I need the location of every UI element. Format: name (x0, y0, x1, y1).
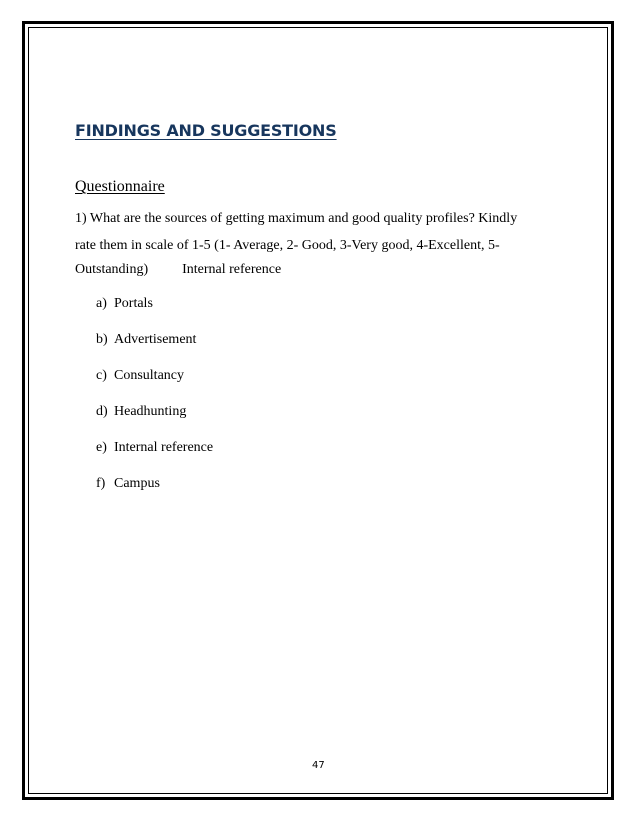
questionnaire-subheading: Questionnaire (75, 178, 165, 195)
question-line-3-text: Outstanding) (75, 262, 149, 277)
list-item-campus (96, 477, 213, 513)
list-item-consultancy (96, 369, 213, 405)
section-heading: FINDINGS AND SUGGESTIONS (75, 121, 337, 140)
question-line-1: 1) What are the sources of getting maximum and good quality profiles? Kindly (75, 211, 518, 226)
list-item-headhunting (96, 405, 213, 441)
option-list (96, 297, 213, 513)
list-item-label: Portals (114, 296, 153, 311)
list-marker: e) (96, 440, 107, 455)
list-item-label: Headhunting (114, 404, 187, 419)
question-line-2: rate them in scale of 1-5 (1- Average, 2- Good, 3-Very good, 4-Excellent, 5- (75, 238, 500, 253)
list-marker: b) (96, 332, 108, 347)
list-item-label: Advertisement (114, 332, 197, 347)
list-marker: f) (96, 476, 106, 491)
list-item-internal-reference (96, 441, 213, 477)
list-marker: a) (96, 296, 107, 311)
list-item-label: Consultancy (114, 368, 184, 383)
list-item-advertisement (96, 333, 213, 369)
list-item-label: Internal reference (114, 440, 214, 455)
list-marker: d) (96, 404, 108, 419)
inline-label: Internal reference (182, 262, 282, 277)
list-item-label: Campus (114, 476, 160, 491)
question-line-3 (75, 263, 281, 277)
list-item-portals (96, 297, 213, 333)
list-marker: c) (96, 368, 107, 383)
page-number: 47 (312, 760, 325, 771)
